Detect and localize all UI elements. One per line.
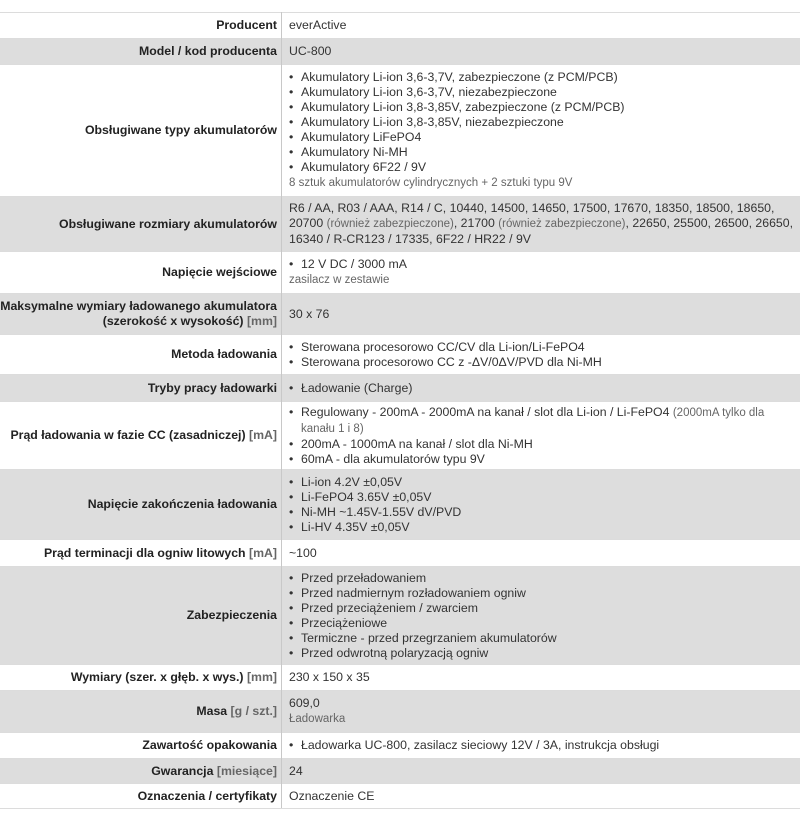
battery-types-list (289, 70, 796, 175)
spec-row-producer (0, 13, 800, 39)
spec-value: 230 x 150 x 35 (282, 665, 800, 691)
spec-row-operating-modes (0, 375, 800, 402)
spec-value: 24 (282, 759, 800, 784)
spec-label: Wymiary (szer. x głęb. x wys.) [mm] (0, 665, 282, 691)
spec-unit: [mA] (249, 546, 277, 560)
sizes-text: , 22650, 25500, 26500, 26650, 16340 / R-CR123 / 17335, 6F22 / HR22 / 9V (289, 216, 793, 246)
spec-row-model (0, 39, 800, 65)
sizes-note: (również zabezpieczone) (327, 218, 454, 230)
spec-unit: [miesiące] (217, 764, 277, 778)
spec-value: ~100 (282, 540, 800, 567)
spec-label: Gwarancja [miesiące] (0, 759, 282, 784)
list-item: • Sterowana procesorowo CC/CV dla Li-ion/Li-FePO4 (289, 340, 796, 355)
list-item: • Ni-MH ~1.45V-1.55V dV/PVD (289, 505, 796, 520)
sizes-note: (również zabezpieczone) (498, 218, 625, 230)
list-item: • Li-HV 4.35V ±0,05V (289, 520, 796, 535)
spec-value (282, 470, 800, 540)
channel-note: (2000mA tylko dla kanału 1 i 8) (301, 407, 764, 435)
list-item: • Termiczne - przed przegrzaniem akumulatorów (289, 631, 796, 646)
list-item: • 12 V DC / 3000 mA (289, 257, 796, 272)
spec-value (282, 197, 800, 252)
list-item: • Akumulatory LiFePO4 (289, 130, 796, 145)
spec-value (282, 567, 800, 665)
list-item: • Przed nadmiernym rozładowaniem ogniw (289, 586, 796, 601)
specification-table (0, 12, 800, 809)
spec-label: Napięcie zakończenia ładowania (0, 470, 282, 540)
spec-value: UC-800 (282, 39, 800, 65)
sizes-text: , 21700 (454, 216, 495, 230)
spec-label: Model / kod producenta (0, 39, 282, 65)
spec-label: Producent (0, 13, 282, 39)
spec-label: Napięcie wejściowe (0, 252, 282, 294)
list-item: • Akumulatory 6F22 / 9V (289, 160, 796, 175)
weight-note: Ładowarka (289, 712, 796, 727)
list-item: • Sterowana procesorowo CC z -ΔV/0ΔV/PVD dla Ni-MH (289, 355, 796, 370)
spec-label: Prąd terminacji dla ogniw litowych [mA] (0, 540, 282, 567)
spec-row-termination-current (0, 540, 800, 567)
spec-label: Maksymalne wymiary ładowanego akumulatora (szerokość x wysokość) [mm] (0, 294, 282, 335)
spec-value: everActive (282, 13, 800, 39)
spec-value (282, 733, 800, 759)
spec-label: Zawartość opakowania (0, 733, 282, 759)
list-item: • Ładowanie (Charge) (289, 381, 796, 396)
list-item: • Regulowany - 200mA - 2000mA na kanał / slot dla Li-ion / Li-FePO4 (2000mA tylko dla kanału 1 i 8) (289, 405, 796, 437)
list-item: • Akumulatory Li-ion 3,6-3,7V, zabezpieczone (z PCM/PCB) (289, 70, 796, 85)
spec-row-max-dimensions (0, 294, 800, 335)
list-item: • 60mA - dla akumulatorów typu 9V (289, 452, 796, 467)
spec-value (282, 335, 800, 375)
sizes-text: R6 / AA, R03 / AAA, R14 / C, 10440, 14500, 14650, 17500, 17670, 18350, 18500, 18650, 20700 (289, 201, 774, 230)
spec-value (282, 375, 800, 402)
list-item: • Li-ion 4.2V ±0,05V (289, 475, 796, 490)
battery-types-note: 8 sztuk akumulatorów cylindrycznych + 2 sztuki typu 9V (289, 176, 796, 191)
spec-row-battery-sizes (0, 197, 800, 252)
spec-unit: [mm] (247, 314, 277, 328)
spec-label: Metoda ładowania (0, 335, 282, 375)
spec-unit: [g / szt.] (231, 704, 277, 718)
spec-row-input-voltage (0, 252, 800, 294)
list-item: • Akumulatory Li-ion 3,6-3,7V, niezabezpieczone (289, 85, 796, 100)
spec-row-weight (0, 691, 800, 733)
spec-value: Oznaczenie CE (282, 784, 800, 809)
spec-row-certificates (0, 784, 800, 809)
list-item: • Akumulatory Ni-MH (289, 145, 796, 160)
list-item: • Przed przeładowaniem (289, 571, 796, 586)
spec-label: Tryby pracy ładowarki (0, 375, 282, 402)
list-item: • Ładowarka UC-800, zasilacz sieciowy 12V / 3A, instrukcja obsługi (289, 738, 796, 753)
spec-row-charging-method (0, 335, 800, 375)
spec-label: Prąd ładowania w fazie CC (zasadniczej) [mA] (0, 402, 282, 470)
spec-value (282, 402, 800, 470)
spec-label: Zabezpieczenia (0, 567, 282, 665)
spec-label: Masa [g / szt.] (0, 691, 282, 733)
list-item: • 200mA - 1000mA na kanał / slot dla Ni-MH (289, 437, 796, 452)
list-item: • Przed odwrotną polaryzacją ogniw (289, 646, 796, 661)
input-voltage-note: zasilacz w zestawie (289, 273, 796, 288)
spec-row-dimensions (0, 665, 800, 691)
spec-value: 609,0 Ładowarka (282, 691, 800, 733)
list-item: • Przed przeciążeniem / zwarciem (289, 601, 796, 616)
spec-row-warranty (0, 759, 800, 784)
spec-unit: [mA] (249, 428, 277, 442)
list-item: • Akumulatory Li-ion 3,8-3,85V, zabezpieczone (z PCM/PCB) (289, 100, 796, 115)
spec-value (282, 252, 800, 294)
list-item: • Przeciążeniowe (289, 616, 796, 631)
spec-value: 30 x 76 (282, 294, 800, 335)
spec-label: Oznaczenia / certyfikaty (0, 784, 282, 809)
spec-label: Obsługiwane rozmiary akumulatorów (0, 197, 282, 252)
spec-row-end-voltage (0, 470, 800, 540)
list-item: • Akumulatory Li-ion 3,8-3,85V, niezabezpieczone (289, 115, 796, 130)
spec-row-package-contents (0, 733, 800, 759)
list-item: • Li-FePO4 3.65V ±0,05V (289, 490, 796, 505)
spec-row-charging-current (0, 402, 800, 470)
spec-unit: [mm] (247, 670, 277, 684)
spec-row-protections (0, 567, 800, 665)
spec-label: Obsługiwane typy akumulatorów (0, 65, 282, 197)
spec-value (282, 65, 800, 197)
spec-row-battery-types (0, 65, 800, 197)
